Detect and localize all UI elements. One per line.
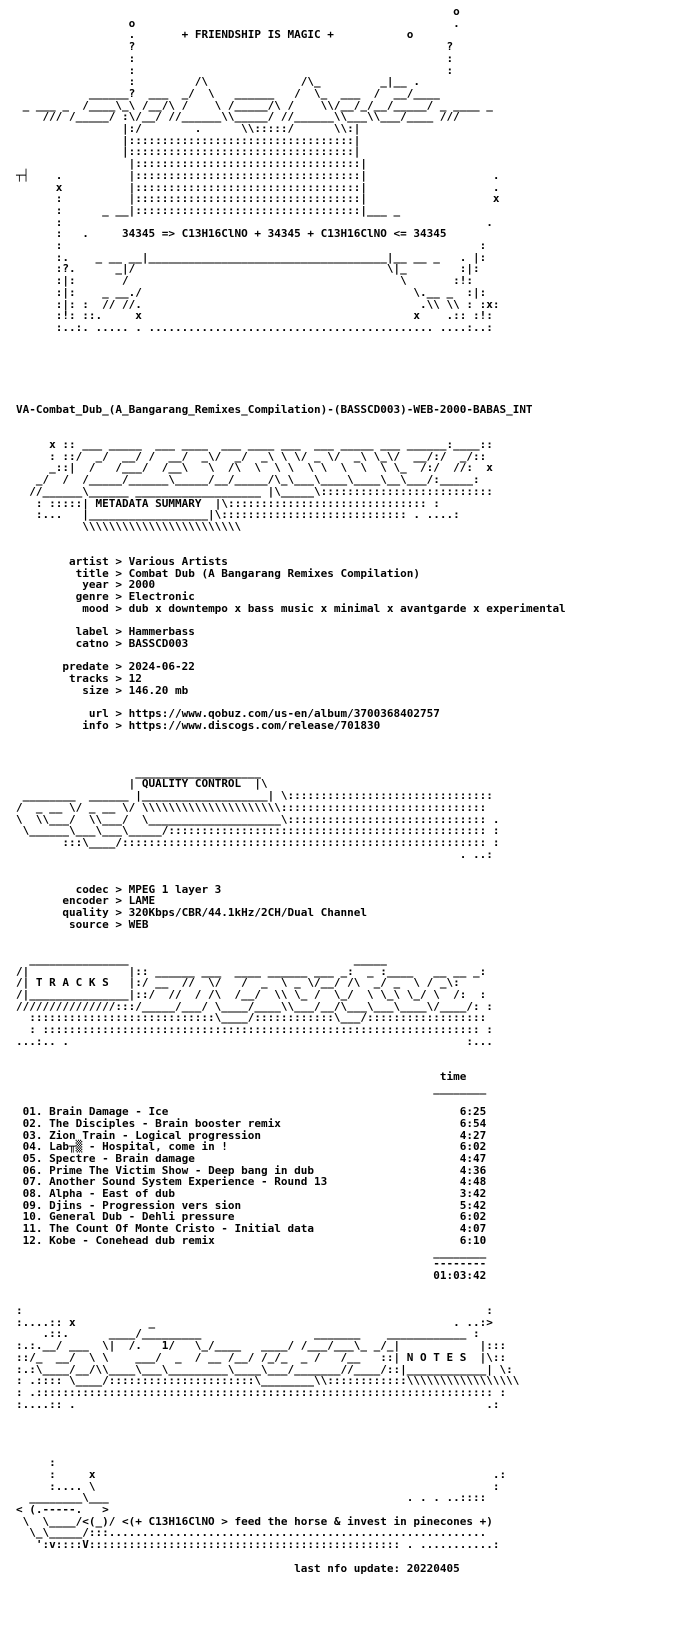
track-number: 03.	[22, 1128, 43, 1142]
metadata-predate: 2024-06-22	[128, 660, 195, 674]
track-title: Prime The Victim Show - Deep bang in dub	[49, 1163, 315, 1177]
ascii-art: :?. _|/ \|_ :|:	[16, 262, 480, 276]
ascii-art: \ \____/<(_)/	[16, 1514, 122, 1528]
track-number: 04.	[22, 1140, 43, 1154]
quality-codec: MPEG 1 layer 3	[128, 882, 222, 896]
metadata-title: Combat Dub (A Bangarang Remixes Compilation)	[128, 566, 420, 580]
ascii-art: ┬┤ . |::::::::::::::::::::::::::::::::::| .	[16, 168, 500, 182]
ascii-art: |:/ __ // \/ / _ \ _ \/__/ /\ _/ _ \ / _\:	[108, 976, 460, 990]
track-title: Djins - Progression vers sion	[49, 1198, 242, 1212]
ascii-art: \\\\\\\\\\\\\\\\\\\\\\\\	[16, 519, 242, 533]
ascii-art: --------	[16, 1257, 487, 1271]
ascii-art: /// /_____/ :\/__/ //______\\_____/ //______\\___\\___/____ ///	[16, 110, 460, 124]
track-time: 4:36	[459, 1163, 487, 1177]
quality-quality-row: quality > 320Kbps/CBR/44.1kHz/2CH/Dual Channel	[16, 906, 368, 920]
track-number: 10.	[22, 1210, 43, 1224]
metadata-label: Hammerbass	[128, 625, 195, 639]
ascii-art: |::::::::::::::::::::::::::::::::::|	[16, 145, 361, 159]
metadata-mood: dub x downtempo x bass music x minimal x avantgarde x experimental	[128, 601, 566, 615]
ascii-art: :. _ __ __|____________________________________|__ __ _ . |:	[16, 250, 487, 264]
metadata-heading: METADATA SUMMARY	[95, 496, 202, 510]
ascii-art: o .	[16, 16, 460, 30]
ascii-art: :....:: . .:	[16, 1397, 500, 1411]
track-title: The Disciples - Brain booster remix	[49, 1116, 281, 1130]
metadata-artist-row: artist > Various Artists	[16, 555, 228, 569]
track-time: 6:02	[459, 1210, 487, 1224]
ascii-art: ':v::::V::::::::::::::::::::::::::::::::::::::::::::::: . ...........:	[16, 1538, 500, 1552]
last-update-row	[16, 1562, 460, 1575]
ascii-art: |	[16, 777, 142, 791]
ascii-art: ________ ______ |___________________| \:::::::::::::::::::::::::::::::	[16, 789, 493, 803]
track-title: Lab╥▒ - Hospital, come in !	[49, 1140, 228, 1154]
ascii-art: :	[16, 1456, 56, 1470]
ascii-art: \______\___\___\_____/:::::::::::::::::::::::::::::::::::::::::::::::: :	[16, 824, 500, 838]
ascii-art: : |::::::::::::::::::::::::::::::::::| x	[16, 192, 500, 206]
notes-heading: N O T E S	[406, 1350, 467, 1364]
ascii-art: :..:. ..... . ........................................... ....:..:	[16, 320, 493, 334]
track-time: 6:25	[459, 1105, 487, 1119]
ascii-art: ________	[16, 1245, 487, 1259]
track-list	[16, 1105, 486, 1247]
track-number: 06.	[22, 1163, 43, 1177]
ascii-art: \_\_____/:::.........................................................	[16, 1526, 487, 1540]
metadata-info: https://www.discogs.com/release/701830	[128, 718, 381, 732]
metadata-genre-row: genre > Electronic	[16, 590, 195, 604]
footer-message: <(+ C13H16ClNO > feed the horse & invest in pinecones +)	[121, 1514, 493, 1528]
ascii-art: _/ / /_____/______\_____/__/_____/\_\___\____\____\__\___/:_____:	[16, 473, 480, 487]
ascii-art: x :: ___ _____ ___ ____ ___ ____ ___ ___ _____ ___ ______:____::	[16, 438, 493, 452]
track-number: 05.	[22, 1151, 43, 1165]
metadata-title-row: title > Combat Dub (A Bangarang Remixes Compilation)	[16, 566, 420, 580]
track-number: 07.	[22, 1175, 43, 1189]
ascii-art: |::::::::::::::::::::::::::::::::::|	[16, 157, 367, 171]
ascii-art: ___________________	[16, 765, 262, 779]
metadata-year: 2000	[128, 578, 156, 592]
ascii-art: : :	[16, 239, 487, 253]
track-title: The Count Of Monte Cristo - Initial data	[49, 1222, 315, 1236]
release-name: VA-Combat_Dub_(A_Bangarang_Remixes_Compilation)-(BASSCD003)-WEB-2000-BABAS_INT	[16, 402, 533, 416]
metadata-genre: Electronic	[128, 590, 195, 604]
metadata-year-row: year > 2000	[16, 578, 156, 592]
track-time: 3:42	[459, 1187, 487, 1201]
track-time: 4:27	[459, 1128, 487, 1142]
quality-quality: 320Kbps/CBR/44.1kHz/2CH/Dual Channel	[128, 906, 368, 920]
track-time: 6:10	[459, 1233, 487, 1247]
track-time: 4:47	[459, 1151, 487, 1165]
ascii-art: _______________ _____	[16, 952, 394, 966]
ascii-art: : /\ /\_ _|__ .	[16, 75, 420, 89]
ascii-art: _ ___ _ /____\_\ /__/\ / \ /_____/\ / \\/__/_/__/_____/ _ ____ _	[16, 98, 493, 112]
ascii-art: |\:::::::::::::::::::::::::::::: :	[201, 496, 440, 510]
ascii-art: |\::	[466, 1350, 507, 1364]
header-tagline: + FRIENDSHIP IS MAGIC +	[181, 28, 334, 42]
ascii-art: :....:: x _ . ..:>	[16, 1315, 493, 1329]
ascii-art: //______\______ ___________________ |\_____\::::::::::::::::::::::::::	[16, 484, 493, 498]
track-time: 6:54	[459, 1116, 487, 1130]
quality-encoder-row: encoder > LAME	[16, 894, 156, 908]
ascii-art: : .	[16, 215, 493, 229]
ascii-art: .::. ____/_________ _______ ____________ :	[16, 1327, 480, 1341]
track-title: Kobe - Conehead dub remix	[49, 1233, 215, 1247]
metadata-size: 146.20 mb	[128, 683, 189, 697]
time-column-header: time	[439, 1069, 467, 1083]
ascii-art: ///////////////:::/_____/___/ \____/____\\___/__/\___\___\____\/____/: :	[16, 999, 493, 1013]
ascii-art: : _ __|::::::::::::::::::::::::::::::::::|___ _	[16, 203, 401, 217]
ascii-art: :!: ::. x x .:: :!:	[16, 309, 493, 323]
track-time: 5:42	[459, 1198, 487, 1212]
ascii-art: o	[22, 5, 460, 18]
ascii-art: :.... \ :	[16, 1479, 500, 1493]
track-title: Brain Damage - Ice	[49, 1105, 169, 1119]
ascii-art: :|: : // //. .\\ \\ : :x:	[16, 297, 500, 311]
ascii-art: :... |__________________|\:::::::::::::::::::::::::::: . ....:	[16, 508, 460, 522]
ascii-art: ________\___ . . . ..::::	[16, 1491, 487, 1505]
track-number: 02.	[22, 1116, 43, 1130]
ascii-art: < (.-----. >	[16, 1503, 109, 1516]
metadata-size-row: size > 146.20 mb	[16, 683, 189, 697]
ascii-art: ________	[16, 1081, 487, 1095]
ascii-art: x |::::::::::::::::::::::::::::::::::| .	[16, 180, 500, 194]
track-title: Another Sound System Experience - Round 13	[49, 1175, 328, 1189]
metadata-label-row: label > Hammerbass	[16, 625, 195, 639]
ascii-art: ...:.. . :...	[16, 1034, 493, 1048]
metadata-url-row: url > https://www.qobuz.com/us-en/album/3700368402757	[16, 707, 440, 721]
ascii-art: :.:.__/ ___ \| /. 1/ \_/____ ____/ /___/___\_ _/_| |:::	[16, 1339, 507, 1353]
ascii-art: : x .:	[16, 1467, 507, 1481]
metadata-catno-row: catno > BASSCD003	[16, 636, 189, 650]
metadata-mood-row: mood > dub x downtempo x bass music x minimal x avantgarde x experimental	[16, 601, 566, 615]
ascii-art: :::\____/::::::::::::::::::::::::::::::::::::::::::::::::::::::: :	[16, 835, 500, 849]
ascii-art: ? ?	[16, 40, 454, 54]
track-title: General Dub - Dehli pressure	[49, 1210, 235, 1224]
track-number: 01.	[22, 1105, 43, 1119]
last-update: last nfo update: 20220405	[294, 1561, 460, 1575]
ascii-art: : :::::::::::::::::::::::::::::::::::::::::::::::::::::::::::::::::: :	[16, 1023, 493, 1037]
ascii-art: |:/ . \\:::::/ \\:|	[16, 122, 361, 136]
quality-source: WEB	[128, 917, 149, 931]
ascii-art: . ..:	[16, 847, 493, 861]
ascii-art: .	[16, 28, 182, 42]
ascii-art: |::::::::::::::::::::::::::::::::::|	[16, 133, 361, 147]
total-time: 01:03:42	[433, 1268, 487, 1282]
ascii-art: : .	[16, 227, 122, 241]
ascii-art: |\	[241, 777, 268, 791]
ascii-art: : :::::|	[16, 496, 96, 510]
tracks-heading: T R A C K S	[35, 976, 109, 990]
track-number: 11.	[22, 1222, 43, 1236]
ascii-art: :|: / \ :!:	[16, 274, 473, 288]
ascii-art: /|_______________|::/ // / /\ /__/ \\ \_ / \_/ \ \_\ \_/ \ /: :	[16, 988, 487, 1002]
track-title: Zion Train - Logical progression	[49, 1128, 262, 1142]
ascii-art: : :	[16, 51, 454, 65]
ascii-art: : ::/ _/ __/ / __/ _\/ _/ _\ \ \/ _ \/ _\ \_\/ __/:/ _/::	[16, 449, 487, 463]
track-title: Alpha - East of dub	[49, 1187, 175, 1201]
metadata-catno: BASSCD003	[128, 636, 189, 650]
metadata-info-row: info > https://www.discogs.com/release/701830	[16, 718, 381, 732]
track-time: 4:07	[459, 1222, 487, 1236]
metadata-tracks: 12	[128, 672, 142, 686]
track-number: 08.	[22, 1187, 43, 1201]
ascii-art: ______? ___ _/ \ ______ / \_ ___ / __/____	[16, 86, 440, 100]
metadata-artist: Various Artists	[128, 555, 228, 569]
ascii-art: : :	[16, 1304, 493, 1318]
track-time: 4:48	[459, 1175, 487, 1189]
ascii-art: ::/_ __/ \ \ ___/ _ / __ /__/ /_/_ _ / /__ ::|	[16, 1350, 407, 1364]
ascii-art: : .::::::::::::::::::::::::::::::::::::::::::::::::::::::::::::::::::::: :	[16, 1385, 507, 1399]
ascii-art: \ \\___/ \\___/ \____________________\:::::::::::::::::::::::::::::: .	[16, 812, 500, 826]
ascii-art: :|: _ __./ \.__ _ :|:	[16, 285, 487, 299]
track-title: Spectre - Brain damage	[49, 1151, 195, 1165]
ascii-art: : :	[16, 63, 454, 77]
metadata-predate-row: predate > 2024-06-22	[16, 660, 195, 674]
ascii-art: o	[333, 28, 414, 42]
ascii-art: / _ __ \/ _ __ \/ \\\\\\\\\\\\\\\\\\\\\:::::::::::::::::::::::::::::::	[16, 800, 487, 814]
ascii-art: /|	[16, 976, 36, 990]
ascii-art: /| |:: ______ ___ ____ ______ ___ _: _ :____ __ __ _:	[16, 964, 487, 978]
track-time: 6:02	[459, 1140, 487, 1154]
formula-line: 34345 => C13H16ClNO + 34345 + C13H16ClNO <= 34345	[121, 227, 447, 241]
metadata-tracks-row: tracks > 12	[16, 672, 142, 686]
quality-codec-row: codec > MPEG 1 layer 3	[16, 882, 222, 896]
ascii-art: : .:::: \____/::::::::::::::::::::::\________\\::::::::::::\\\\\\\\\\\\\\\\\	[16, 1374, 520, 1388]
track-number: 12.	[22, 1233, 43, 1247]
ascii-art: ::::::::::::::::::::::::::::\____/::::::::::::\___/::::::::::::::::::	[16, 1011, 487, 1025]
track-number: 09.	[22, 1198, 43, 1212]
quality-heading: QUALITY CONTROL	[141, 777, 242, 791]
total-time-row	[16, 1269, 486, 1282]
quality-encoder: LAME	[128, 894, 156, 908]
quality-source-row: source > WEB	[16, 917, 149, 931]
metadata-url: https://www.qobuz.com/us-en/album/3700368402757	[128, 707, 440, 721]
ascii-art: :.:\____/__/\\____\___\_________\____\___/_______//____/::|____________| \:	[16, 1362, 513, 1376]
ascii-art: _::| / /___/ /__\ \ /\ \ \ \ \ \ \ \ \ \_ /:/ //: x	[16, 461, 493, 475]
